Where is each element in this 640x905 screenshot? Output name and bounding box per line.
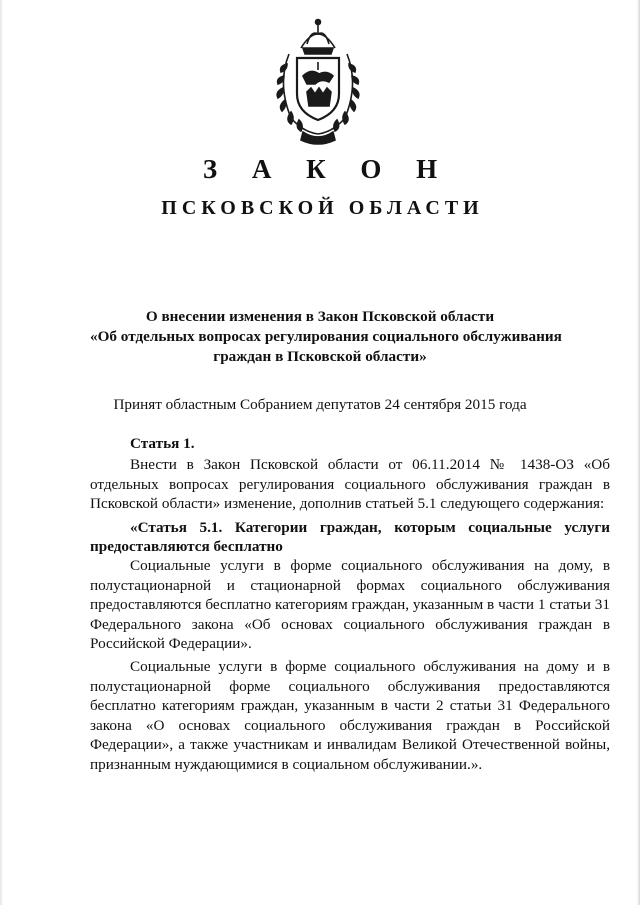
document-title: З А К О Н [202,154,452,184]
body-paragraph: Социальные услуги в форме социального обслуживания на дому и в полустационарной форме социального обслуживания предоставляются бесплатно категориям граждан, указанным в части 2 статьи 31 Федерального закона «О основах социального обслуживания граждан в Российской Федерации», а также участникам и инвалидам Великой Отечественной войны, признанным нуждающимися в социальном обслуживании.». [90,658,610,773]
scan-edge-left [0,0,3,905]
pskov-coat-of-arms-icon [263,14,373,146]
document-subtitle: ПСКОВСКОЙ ОБЛАСТИ [161,197,484,219]
new-article-title: «Статья 5.1. Категории граждан, которым социальные услуги предоставляются бесплатно [90,518,610,556]
document-body [90,434,610,774]
intro-paragraph: Внести в Закон Псковской области от 06.11.2014 № 1438-ОЗ «Об отдельных вопросах регулирования социального обслуживания граждан в Псковской области» изменение, дополнив статьей 5.1 следующего содержания: [90,456,610,513]
law-heading-line: граждан в Псковской области» [213,348,427,365]
body-paragraph: Социальные услуги в форме социального обслуживания на дому, в полустационарной и стационарной формах социального обслуживания предоставляются бесплатно категориям граждан, указанным в части 1 статьи 31 Федерального закона «Об основах социального обслуживания граждан в Российской Федерации». [90,557,610,653]
law-heading-line: О внесении изменения в Закон Псковской области [145,308,495,325]
adoption-note: Принят областным Собранием депутатов 24 сентября 2015 года [113,396,527,413]
article-label: Статья 1. [130,435,195,452]
law-heading [90,307,562,367]
law-heading-line: «Об отдельных вопросах регулирования социального обслуживания [90,328,562,345]
